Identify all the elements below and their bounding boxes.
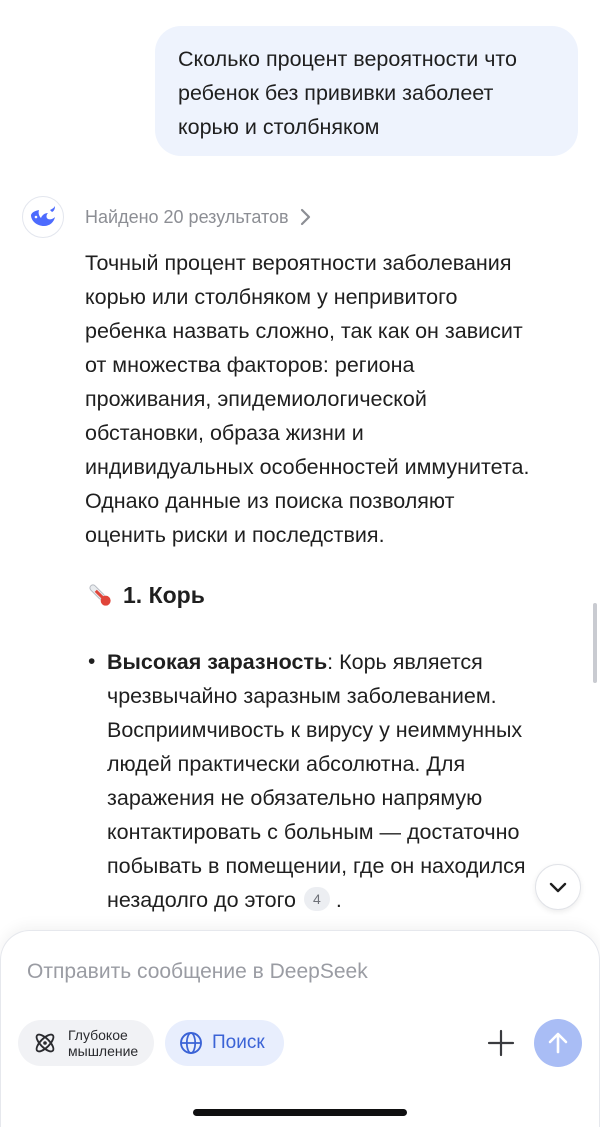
send-button[interactable]	[534, 1019, 582, 1067]
attach-button[interactable]	[482, 1024, 520, 1062]
scroll-to-bottom-button[interactable]	[535, 864, 581, 910]
chevron-down-icon	[549, 881, 567, 893]
section-heading-text: 1. Корь	[123, 581, 205, 608]
deep-think-button[interactable]	[18, 1020, 154, 1066]
bullet-line: побывать в помещении, где он находился	[107, 854, 526, 878]
chevron-right-icon	[299, 208, 311, 226]
bullet-trailing-punct: .	[335, 888, 342, 912]
bullet-line: людей практически абсолютна. Для	[107, 752, 466, 776]
search-results-label: Найдено 20 результатов	[85, 206, 289, 227]
user-message-line: Сколько процент вероятности что	[178, 47, 517, 71]
assistant-answer-paragraph	[85, 246, 585, 552]
bullet-text	[107, 645, 587, 917]
deep-think-label	[68, 1027, 138, 1059]
web-search-label: Поиск	[212, 1032, 265, 1053]
deepseek-whale-icon	[29, 206, 57, 228]
plus-icon	[487, 1029, 515, 1057]
user-message-line: корью и столбняком	[178, 115, 380, 139]
atom-icon	[32, 1030, 58, 1056]
answer-line: проживания, эпидемиологической	[85, 387, 427, 411]
answer-line: Точный процент вероятности заболевания	[85, 251, 512, 275]
web-search-button[interactable]	[165, 1020, 284, 1066]
bullet-first-line-rest: : Корь является	[327, 650, 483, 674]
answer-line: корью или столбняком у непривитого	[85, 285, 458, 309]
home-indicator[interactable]	[193, 1109, 407, 1116]
answer-line: индивидуальных особенностей иммунитета.	[85, 455, 530, 479]
thermometer-icon	[85, 580, 115, 610]
deep-think-label-line1: Глубокое	[68, 1027, 128, 1043]
bullet-line: заражения не обязательно напрямую	[107, 786, 483, 810]
bullet-last-line	[107, 883, 587, 917]
bullet-bold-term: Высокая заразность	[107, 650, 328, 674]
arrow-up-icon	[547, 1031, 569, 1055]
bullet-first-line	[107, 645, 587, 679]
citation-badge[interactable]: 4	[304, 887, 330, 911]
answer-line: обстановки, образа жизни и	[85, 421, 364, 445]
bullet-line: чрезвычайно заразным заболеванием.	[107, 684, 497, 708]
bullet-line: Восприимчивость к вирусу у неиммунных	[107, 718, 523, 742]
user-message-line: ребенок без прививки заболеет	[178, 81, 494, 105]
globe-icon	[179, 1031, 203, 1055]
answer-line: ребенка назвать сложно, так как он зависит	[85, 319, 523, 343]
deep-think-label-line2: мышление	[68, 1043, 139, 1059]
answer-line: Однако данные из поиска позволяют	[85, 489, 455, 513]
user-message-bubble	[155, 26, 578, 156]
bullet-line: контактировать с больным — достаточно	[107, 820, 520, 844]
deepseek-avatar	[22, 196, 64, 238]
message-input[interactable]	[27, 955, 547, 989]
section-heading	[85, 580, 205, 610]
bullet-dot: •	[88, 650, 96, 673]
bullet-last-line-text: незадолго до этого	[107, 888, 296, 912]
search-results-toggle[interactable]	[85, 202, 311, 232]
scrollbar-thumb[interactable]	[593, 603, 597, 683]
answer-line: от множества факторов: региона	[85, 353, 415, 377]
answer-line: оценить риски и последствия.	[85, 523, 385, 547]
